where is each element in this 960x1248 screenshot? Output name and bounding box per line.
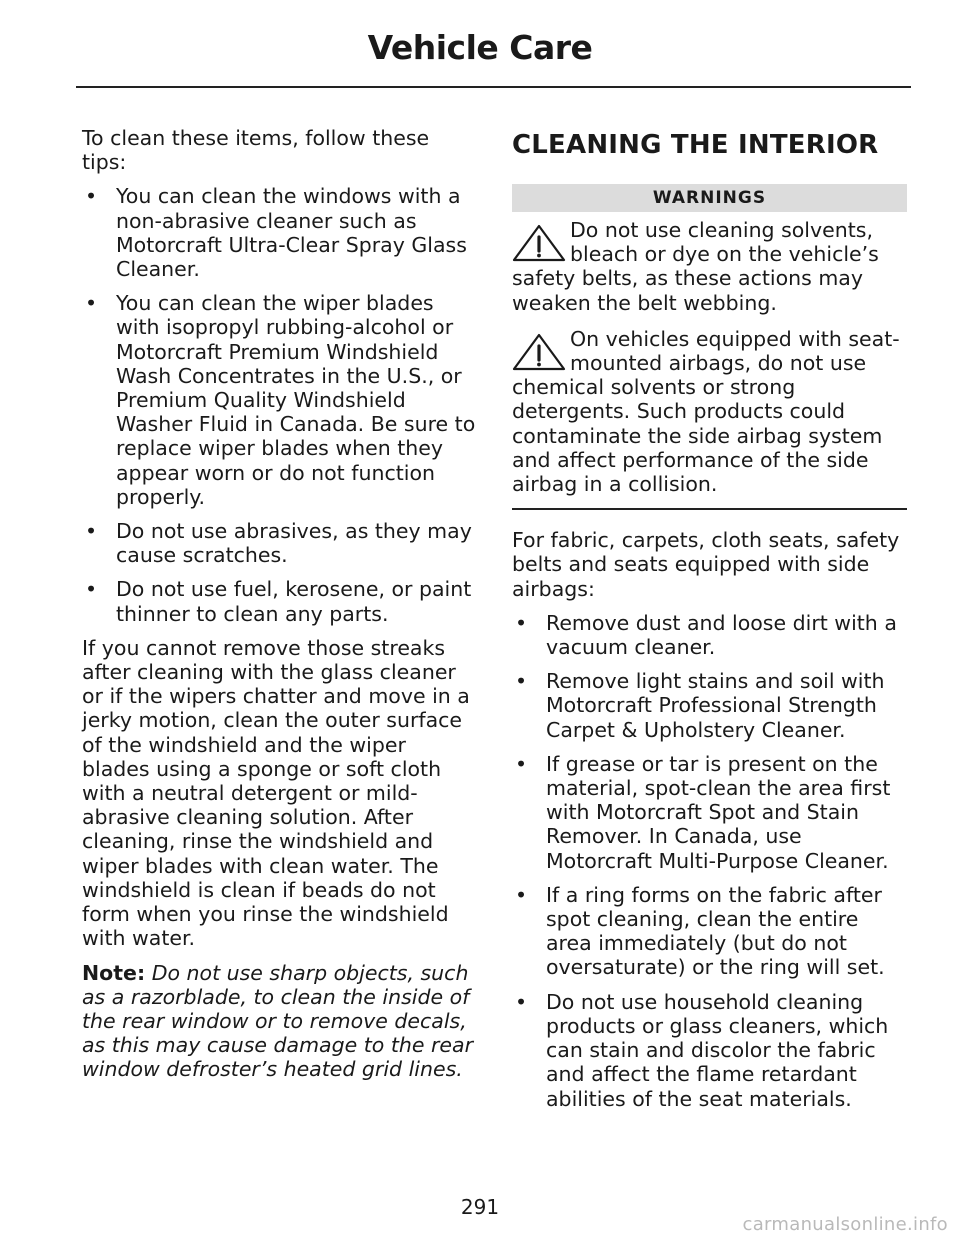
- list-item: [512, 752, 907, 873]
- bullet-icon: •: [515, 751, 528, 776]
- list-item-text: You can clean the wiper blades with isopropyl rubbing-alcohol or Motorcraft Premium Windshield Wash Concentrates in the U.S., or Premium Quality Windshield Washer Fluid in Canada. Be sure to replace wiper blades when they appear worn or do not function properly.: [116, 291, 476, 509]
- list-item-text: If grease or tar is present on the material, spot-clean the area first with Motorcraft Spot and Stain Remover. In Canada, use Motorcraft Multi-Purpose Cleaner.: [546, 751, 891, 873]
- section-title: CLEANING THE INTERIOR: [512, 130, 879, 160]
- warnings-end-divider: [512, 508, 907, 510]
- warning-text: On vehicles equipped with seat-mounted airbags, do not use chemical solvents or strong detergents. Such products could contaminate the side airbag system and affect performance of the side airbag in a collision.: [512, 326, 900, 497]
- list-item-text: Remove light stains and soil with Motorcraft Professional Strength Carpet & Upholstery Cleaner.: [546, 669, 885, 742]
- list-item-text: You can clean the windows with a non-abrasive cleaner such as Motorcraft Ultra-Clear Spray Glass Cleaner.: [116, 184, 467, 282]
- left-column: [82, 126, 477, 1092]
- left-paragraph: If you cannot remove those streaks after cleaning with the glass cleaner or if the wipers chatter and move in a jerky motion, clean the outer surface of the windshield and the wiper blades using a sponge or soft cloth with a neutral detergent or mild-abrasive cleaning solution. After cleaning, rinse the windshield and wiper blades with clean water. The windshield is clean if beads do not form when you rinse the windshield with water.: [82, 635, 470, 951]
- bullet-icon: •: [85, 519, 98, 544]
- page-title: Vehicle Care: [367, 28, 593, 67]
- list-item: [82, 577, 477, 625]
- bullet-icon: •: [85, 577, 98, 602]
- note-text: Do not use sharp objects, such as a razorblade, to clean the inside of the rear window or to remove decals, as this may cause damage to the rear window defroster’s heated grid lines.: [82, 960, 474, 1082]
- warning-block: [512, 218, 907, 315]
- list-item: [512, 669, 907, 742]
- right-column: [512, 126, 907, 1121]
- list-item: [82, 519, 477, 567]
- left-bullet-list: [82, 184, 477, 625]
- right-intro: For fabric, carpets, cloth seats, safety belts and seats equipped with side airbags:: [512, 528, 900, 601]
- warning-block: [512, 327, 907, 496]
- list-item-text: If a ring forms on the fabric after spot cleaning, clean the entire area immediately (but do not oversaturate) or the ring will set.: [546, 882, 885, 980]
- list-item-text: Do not use household cleaning products or glass cleaners, which can stain and discolor the fabric and affect the flame retardant abilities of the seat materials.: [546, 989, 889, 1111]
- warning-text: Do not use cleaning solvents, bleach or dye on the vehicle’s safety belts, as these actions may weaken the belt webbing.: [512, 218, 879, 315]
- list-item-text: Do not use abrasives, as they may cause scratches.: [116, 519, 472, 568]
- right-bullet-list: [512, 611, 907, 1111]
- warning-triangle-icon: [512, 333, 566, 371]
- note: [82, 961, 477, 1082]
- note-label: Note:: [82, 960, 146, 985]
- warning-triangle-icon: [512, 224, 566, 262]
- list-item-text: Do not use fuel, kerosene, or paint thinner to clean any parts.: [116, 577, 472, 626]
- bullet-icon: •: [85, 184, 98, 209]
- list-item: [512, 883, 907, 980]
- bullet-icon: •: [515, 669, 528, 694]
- bullet-icon: •: [85, 291, 98, 316]
- bullet-icon: •: [515, 610, 528, 635]
- list-item-text: Remove dust and loose dirt with a vacuum cleaner.: [546, 610, 897, 660]
- watermark: carmanualsonline.info: [742, 1214, 948, 1235]
- bullet-icon: •: [515, 989, 528, 1014]
- left-intro: To clean these items, follow these tips:: [82, 126, 430, 175]
- bullet-icon: •: [515, 882, 528, 907]
- list-item: [82, 291, 477, 509]
- list-item: [512, 990, 907, 1111]
- list-item: [82, 184, 477, 281]
- warnings-header: WARNINGS: [512, 184, 907, 212]
- page-number: 291: [460, 1195, 500, 1219]
- list-item: [512, 611, 907, 659]
- header-divider: [76, 86, 911, 88]
